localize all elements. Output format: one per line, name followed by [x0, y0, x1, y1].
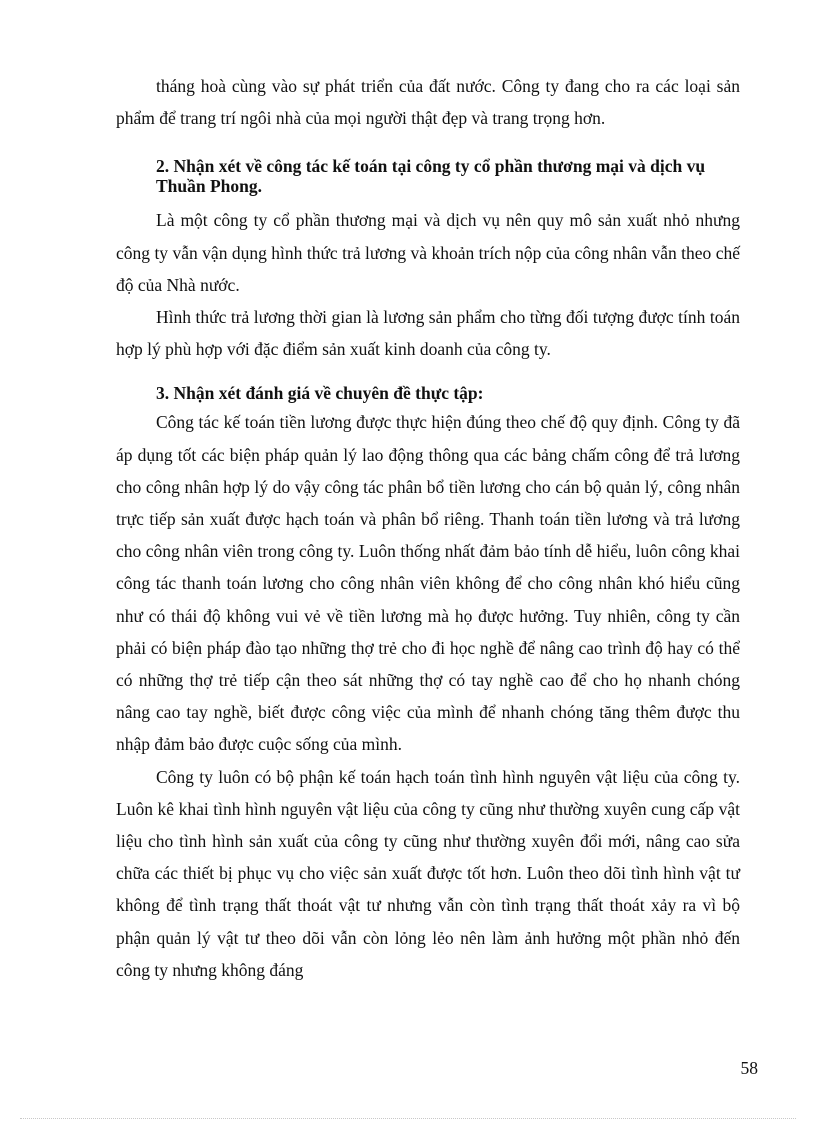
- section-3-paragraph-2: Công ty luôn có bộ phận kế toán hạch toán tình hình nguyên vật liệu của công ty. Luôn kê khai tình hình nguyên vật liệu của công ty cũng như thường xuyên cung cấp vật liệu cho tình hình sản xuất của công ty cũng như thường xuyên đổi mới, nâng cao sửa chữa các thiết bị phục vụ cho việc sản xuất được tốt hơn. Luôn theo dõi tình hình vật tư không để tình trạng thất thoát vật tư nhưng vẫn còn tình trạng thất thoát xảy ra vì bộ phận quản lý vật tư theo dõi vẫn còn lỏng lẻo nên làm ảnh hưởng một phần nhỏ đến công ty nhưng không đáng: [116, 766, 740, 980]
- section-3-paragraph-1: Công tác kế toán tiền lương được thực hiện đúng theo chế độ quy định. Công ty đã áp dụng tốt các biện pháp quản lý lao động thông qua các bảng chấm công để trả lương cho công nhân hợp lý do vậy công tác phân bổ tiền lương cho cán bộ quản lý, công nhân trực tiếp sản xuất được hạch toán và phân bổ riêng. Thanh toán tiền lương và trả lương cho công nhân viên trong công ty. Luôn thống nhất đảm bảo tính dễ hiểu, luôn công khai công tác thanh toán lương cho công nhân viên không để cho công nhân khó hiểu cũng như có thái độ không vui vẻ về tiền lương mà họ được hưởng. Tuy nhiên, công ty cần phải có biện pháp đào tạo những thợ trẻ cho đi học nghề để nâng cao trình độ hay có thể có những thợ trẻ tiếp cận theo sát những thợ có tay nghề cao để cho họ nhanh chóng nâng cao tay nghề, biết được công việc của mình để nhanh chóng tăng thêm được thu nhập đảm bảo được cuộc sống của mình.: [116, 412, 740, 755]
- section-3-heading: 3. Nhận xét đánh giá về chuyên đề thực tập:: [156, 383, 484, 404]
- page-bottom-divider: [20, 1118, 796, 1119]
- section-2-heading: 2. Nhận xét về công tác kế toán tại công ty cổ phần thương mại và dịch vụ Thuần Phong.: [156, 156, 706, 197]
- section-2-paragraph-1: Là một công ty cổ phần thương mại và dịch vụ nên quy mô sản xuất nhỏ nhưng công ty vẫn vận dụng hình thức trả lương và khoản trích nộp của công nhân vẫn theo chế độ của Nhà nước.: [116, 210, 740, 295]
- document-page: [116, 70, 740, 986]
- intro-paragraph: tháng hoà cùng vào sự phát triển của đất nước. Công ty đang cho ra các loại sản phẩm để trang trí ngôi nhà của mọi người thật đẹp và trang trọng hơn.: [116, 76, 740, 129]
- page-number: 58: [740, 1058, 758, 1078]
- section-2-paragraph-2: Hình thức trả lương thời gian là lương sản phẩm cho từng đối tượng được tính toán hợp lý phù hợp với đặc điểm sản xuất kinh doanh của công ty.: [116, 307, 740, 360]
